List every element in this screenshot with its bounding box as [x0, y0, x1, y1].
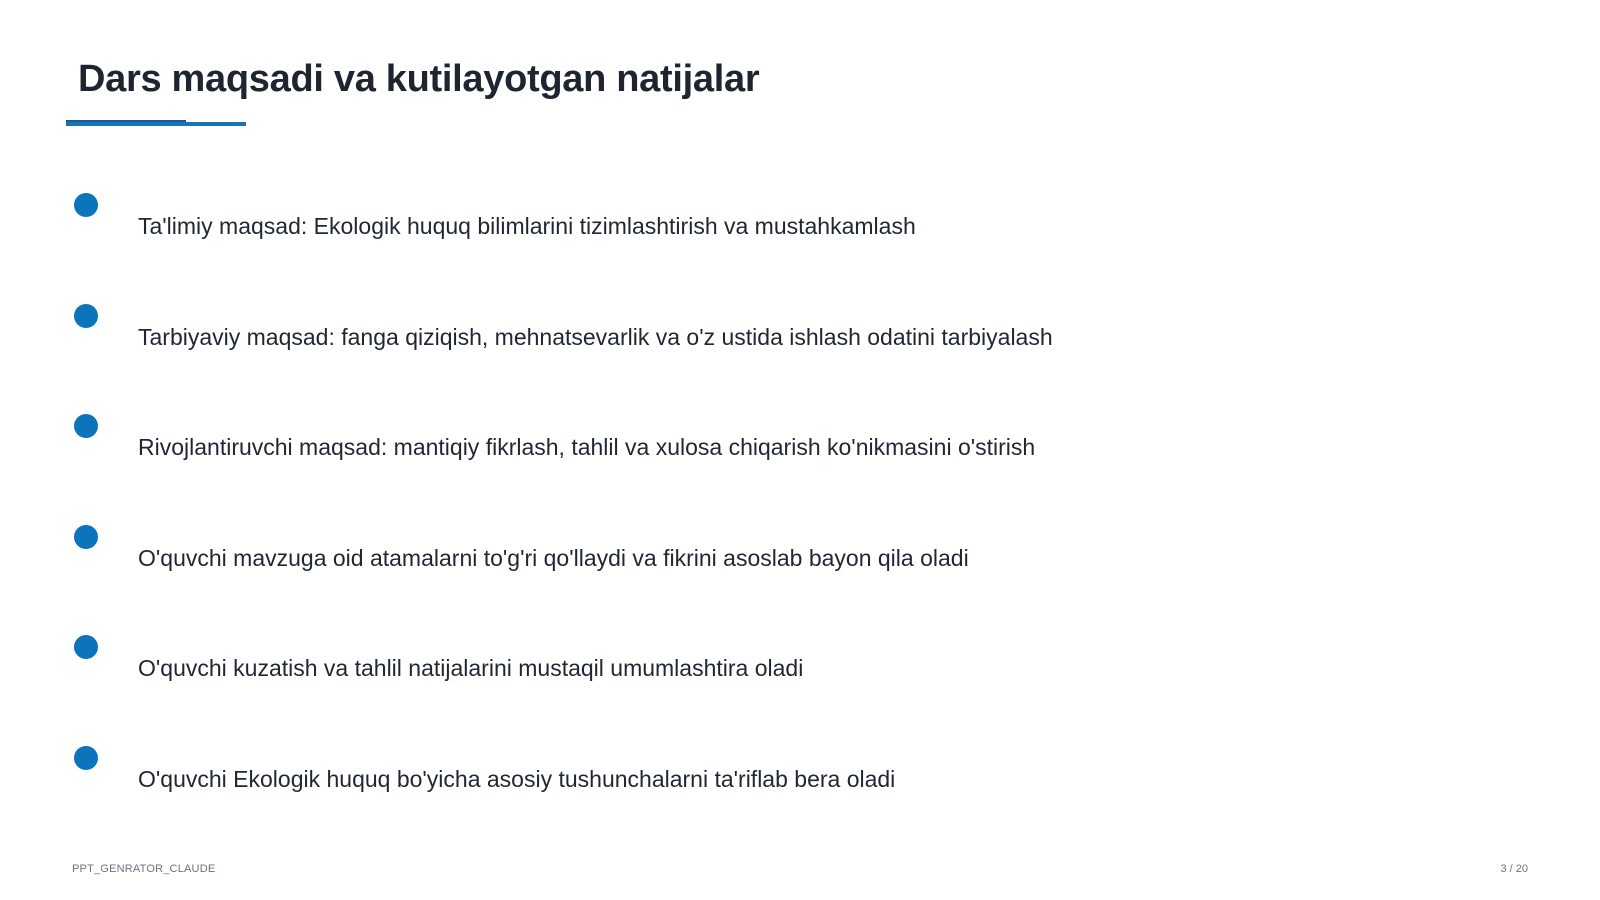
footer-generator-label: PPT_GENRATOR_CLAUDE [72, 863, 216, 875]
bullet-dot-icon [74, 746, 98, 770]
list-item-text: Rivojlantiruvchi maqsad: mantiqiy fikrlash, tahlil va xulosa chiqarish ko'nikmasini o'stirish [138, 434, 1036, 460]
list-item-text: Tarbiyaviy maqsad: fanga qiziqish, mehnatsevarlik va o'z ustida ishlash odatini tarbiyalash [138, 324, 1053, 350]
list-item [0, 635, 1400, 715]
title-underline [66, 122, 246, 126]
list-item-text: O'quvchi mavzuga oid atamalarni to'g'ri qo'llaydi va fikrini asoslab bayon qila oladi [138, 545, 969, 571]
list-item [0, 193, 1400, 273]
bullet-dot-icon [74, 414, 98, 438]
bullet-dot-icon [74, 525, 98, 549]
bullet-dot-icon [74, 635, 98, 659]
slide-title: Dars maqsadi va kutilayotgan natijalar [78, 58, 760, 100]
bullet-dot-icon [74, 304, 98, 328]
title-underline-accent [66, 120, 186, 122]
list-item [0, 414, 1400, 494]
list-item-text: O'quvchi Ekologik huquq bo'yicha asosiy tushunchalarni ta'riflab bera oladi [138, 766, 896, 792]
page-number: 3 / 20 [1500, 863, 1528, 875]
list-item-text: O'quvchi kuzatish va tahlil natijalarini mustaqil umumlashtira oladi [138, 655, 804, 681]
bullet-dot-icon [74, 193, 98, 217]
list-item-text: Ta'limiy maqsad: Ekologik huquq bilimlarini tizimlashtirish va mustahkamlash [138, 213, 916, 239]
list-item [0, 746, 1400, 826]
list-item [0, 304, 1400, 384]
list-item [0, 525, 1400, 605]
